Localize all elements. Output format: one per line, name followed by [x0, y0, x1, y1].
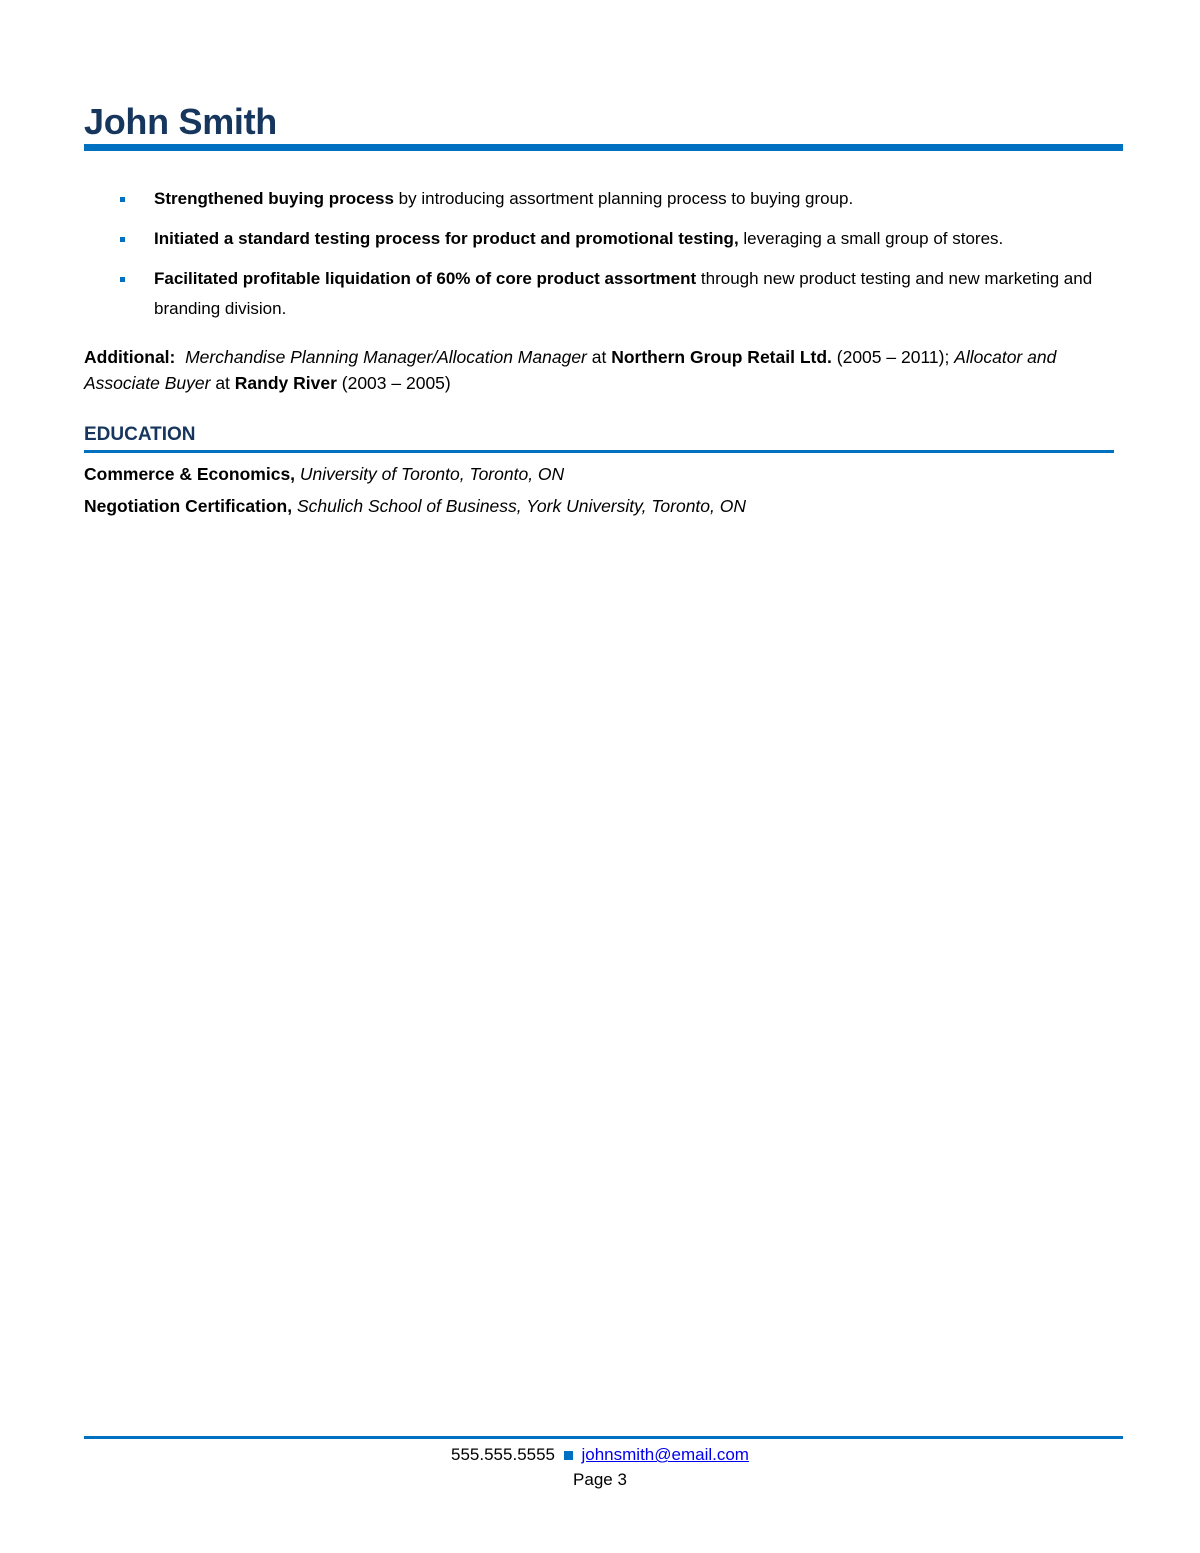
header-divider — [84, 144, 1123, 151]
education-entry — [84, 461, 1114, 487]
education-heading: EDUCATION — [84, 424, 196, 445]
additional-company-1: Northern Group Retail Ltd. — [611, 347, 832, 367]
additional-company-2: Randy River — [234, 373, 337, 393]
education-school: Schulich School of Business, York University, Toronto, ON — [296, 496, 746, 516]
additional-experience — [84, 344, 1114, 396]
footer-phone: 555.555.5555 — [451, 1445, 556, 1464]
square-bullet-icon — [120, 197, 125, 202]
education-divider — [84, 450, 1114, 453]
square-bullet-icon — [120, 277, 125, 282]
experience-bullet — [84, 264, 1124, 324]
additional-role-2: Allocator and Associate Buyer — [84, 347, 1057, 393]
bullet-highlight: Initiated a standard testing process for product and promotional testing, — [154, 229, 739, 248]
page-footer — [0, 1442, 1200, 1492]
bullet-text: by introducing assortment planning process to buying group. — [393, 189, 854, 208]
education-school: University of Toronto, Toronto, ON — [299, 464, 565, 484]
experience-bullet-list — [84, 184, 1124, 334]
additional-at-2: at — [210, 373, 235, 393]
candidate-name: John Smith — [84, 101, 277, 142]
square-bullet-icon — [120, 237, 125, 242]
education-degree: Negotiation Certification, — [84, 496, 293, 516]
experience-bullet — [84, 184, 1124, 214]
bullet-text: through new product testing and new marketing and branding division. — [154, 269, 1093, 318]
additional-dates-2: (2003 – 2005) — [336, 373, 451, 393]
footer-divider — [84, 1436, 1123, 1439]
bullet-highlight: Facilitated profitable liquidation of 60% of core product assortment — [154, 269, 697, 288]
footer-email-link[interactable]: johnsmith@email.com — [581, 1445, 749, 1464]
experience-bullet — [84, 224, 1124, 254]
additional-role-1: Merchandise Planning Manager/Allocation Manager — [185, 347, 587, 367]
education-degree: Commerce & Economics, — [84, 464, 296, 484]
footer-contact — [0, 1442, 1200, 1467]
bullet-text: leveraging a small group of stores. — [738, 229, 1004, 248]
square-separator-icon — [564, 1451, 573, 1460]
additional-dates-1: (2005 – 2011); — [831, 347, 955, 367]
page-number: Page 3 — [573, 1470, 627, 1489]
additional-at-1: at — [586, 347, 612, 367]
bullet-highlight: Strengthened buying process — [154, 189, 394, 208]
education-entry — [84, 493, 1114, 519]
additional-label: Additional: — [84, 347, 176, 367]
